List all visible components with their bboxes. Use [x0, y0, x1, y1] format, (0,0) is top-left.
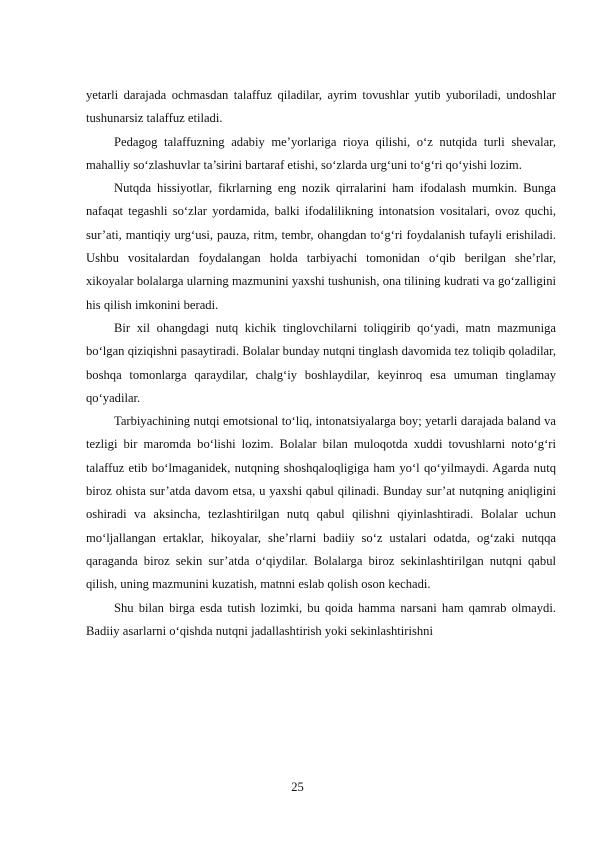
paragraph-2: Pedagog talaffuzning adabiy me’yorlariga rioya qilishi, o‘z nutqida turli shevalar, mahalliy so‘zlashuvlar ta’sirini bartaraf etishi, so‘zlarda urg‘uni to‘g‘ri qo‘yishi lozim.	[86, 134, 556, 172]
document-body	[86, 84, 556, 643]
paragraph-5: Tarbiyachining nutqi emotsional to‘liq, intonatsiyalarga boy; yetarli darajada baland va tezligi bir maromda bo‘lishi lozim. Bolalar bilan muloqotda xuddi tovushlarni noto‘g‘ri talaffuz etib bo‘lmaganidek, nutqning shoshqaloqligiga ham yo‘l qo‘yilmaydi. Agarda nutq biroz ohista sur’atda davom etsa, u yaxshi qabul qilinadi. Bunday sur’at nutqning aniqligini oshiradi va aksincha, tezlashtirilgan nutq qabul qilishni qiyinlashtiradi. Bolalar uchun mo‘ljallangan ertaklar, hikoyalar, she’rlarni badiiy so‘z ustalari odatda, og‘zaki nutqqa qaraganda biroz sekin sur’atda o‘qiydilar. Bolalarga biroz sekinlashtirilgan nutqni qabul qilish, uning mazmunini kuzatish, matnni eslab qolish oson kechadi.	[86, 414, 556, 592]
paragraph-3: Nutqda hissiyotlar, fikrlarning eng nozik qirralarini ham ifodalash mumkin. Bunga nafaqat tegashli so‘zlar yordamida, balki ifodalilikning intonatsion vositalari, ovoz quchi, sur’ati, mantiqiy urg‘usi, pauza, ritm, tembr, ohangdan to‘g‘ri foydalanish tufayli erishiladi. Ushbu vositalardan foydalangan holda tarbiyachi tomonidan o‘qib berilgan she’rlar, xikoyalar bolalarga ularning mazmunini yaxshi tushunish, ona tilining kudrati va go‘zalligini his qilish imkonini beradi.	[86, 181, 556, 312]
paragraph-4: Bir xil ohangdagi nutq kichik tinglovchilarni toliqgirib qo‘yadi, matn mazmuniga bo‘lgan qiziqishni pasaytiradi. Bolalar bunday nutqni tinglash davomida tez toliqib qoladilar, boshqa tomonlarga qaraydilar, chalg‘iy boshlaydilar, keyinroq esa umuman tinglamay qo‘yadilar.	[86, 320, 556, 405]
page-number: 25	[291, 780, 304, 794]
paragraph-6: Shu bilan birga esda tutish lozimki, bu qoida hamma narsani ham qamrab olmaydi. Badiiy asarlarni o‘qishda nutqni jadallashtirish yoki sekinlashtirishni	[86, 600, 556, 638]
paragraph-1: yetarli darajada ochmasdan talaffuz qiladilar, ayrim tovushlar yutib yuboriladi, undoshlar tushunarsiz talaffuz etiladi.	[86, 88, 556, 126]
